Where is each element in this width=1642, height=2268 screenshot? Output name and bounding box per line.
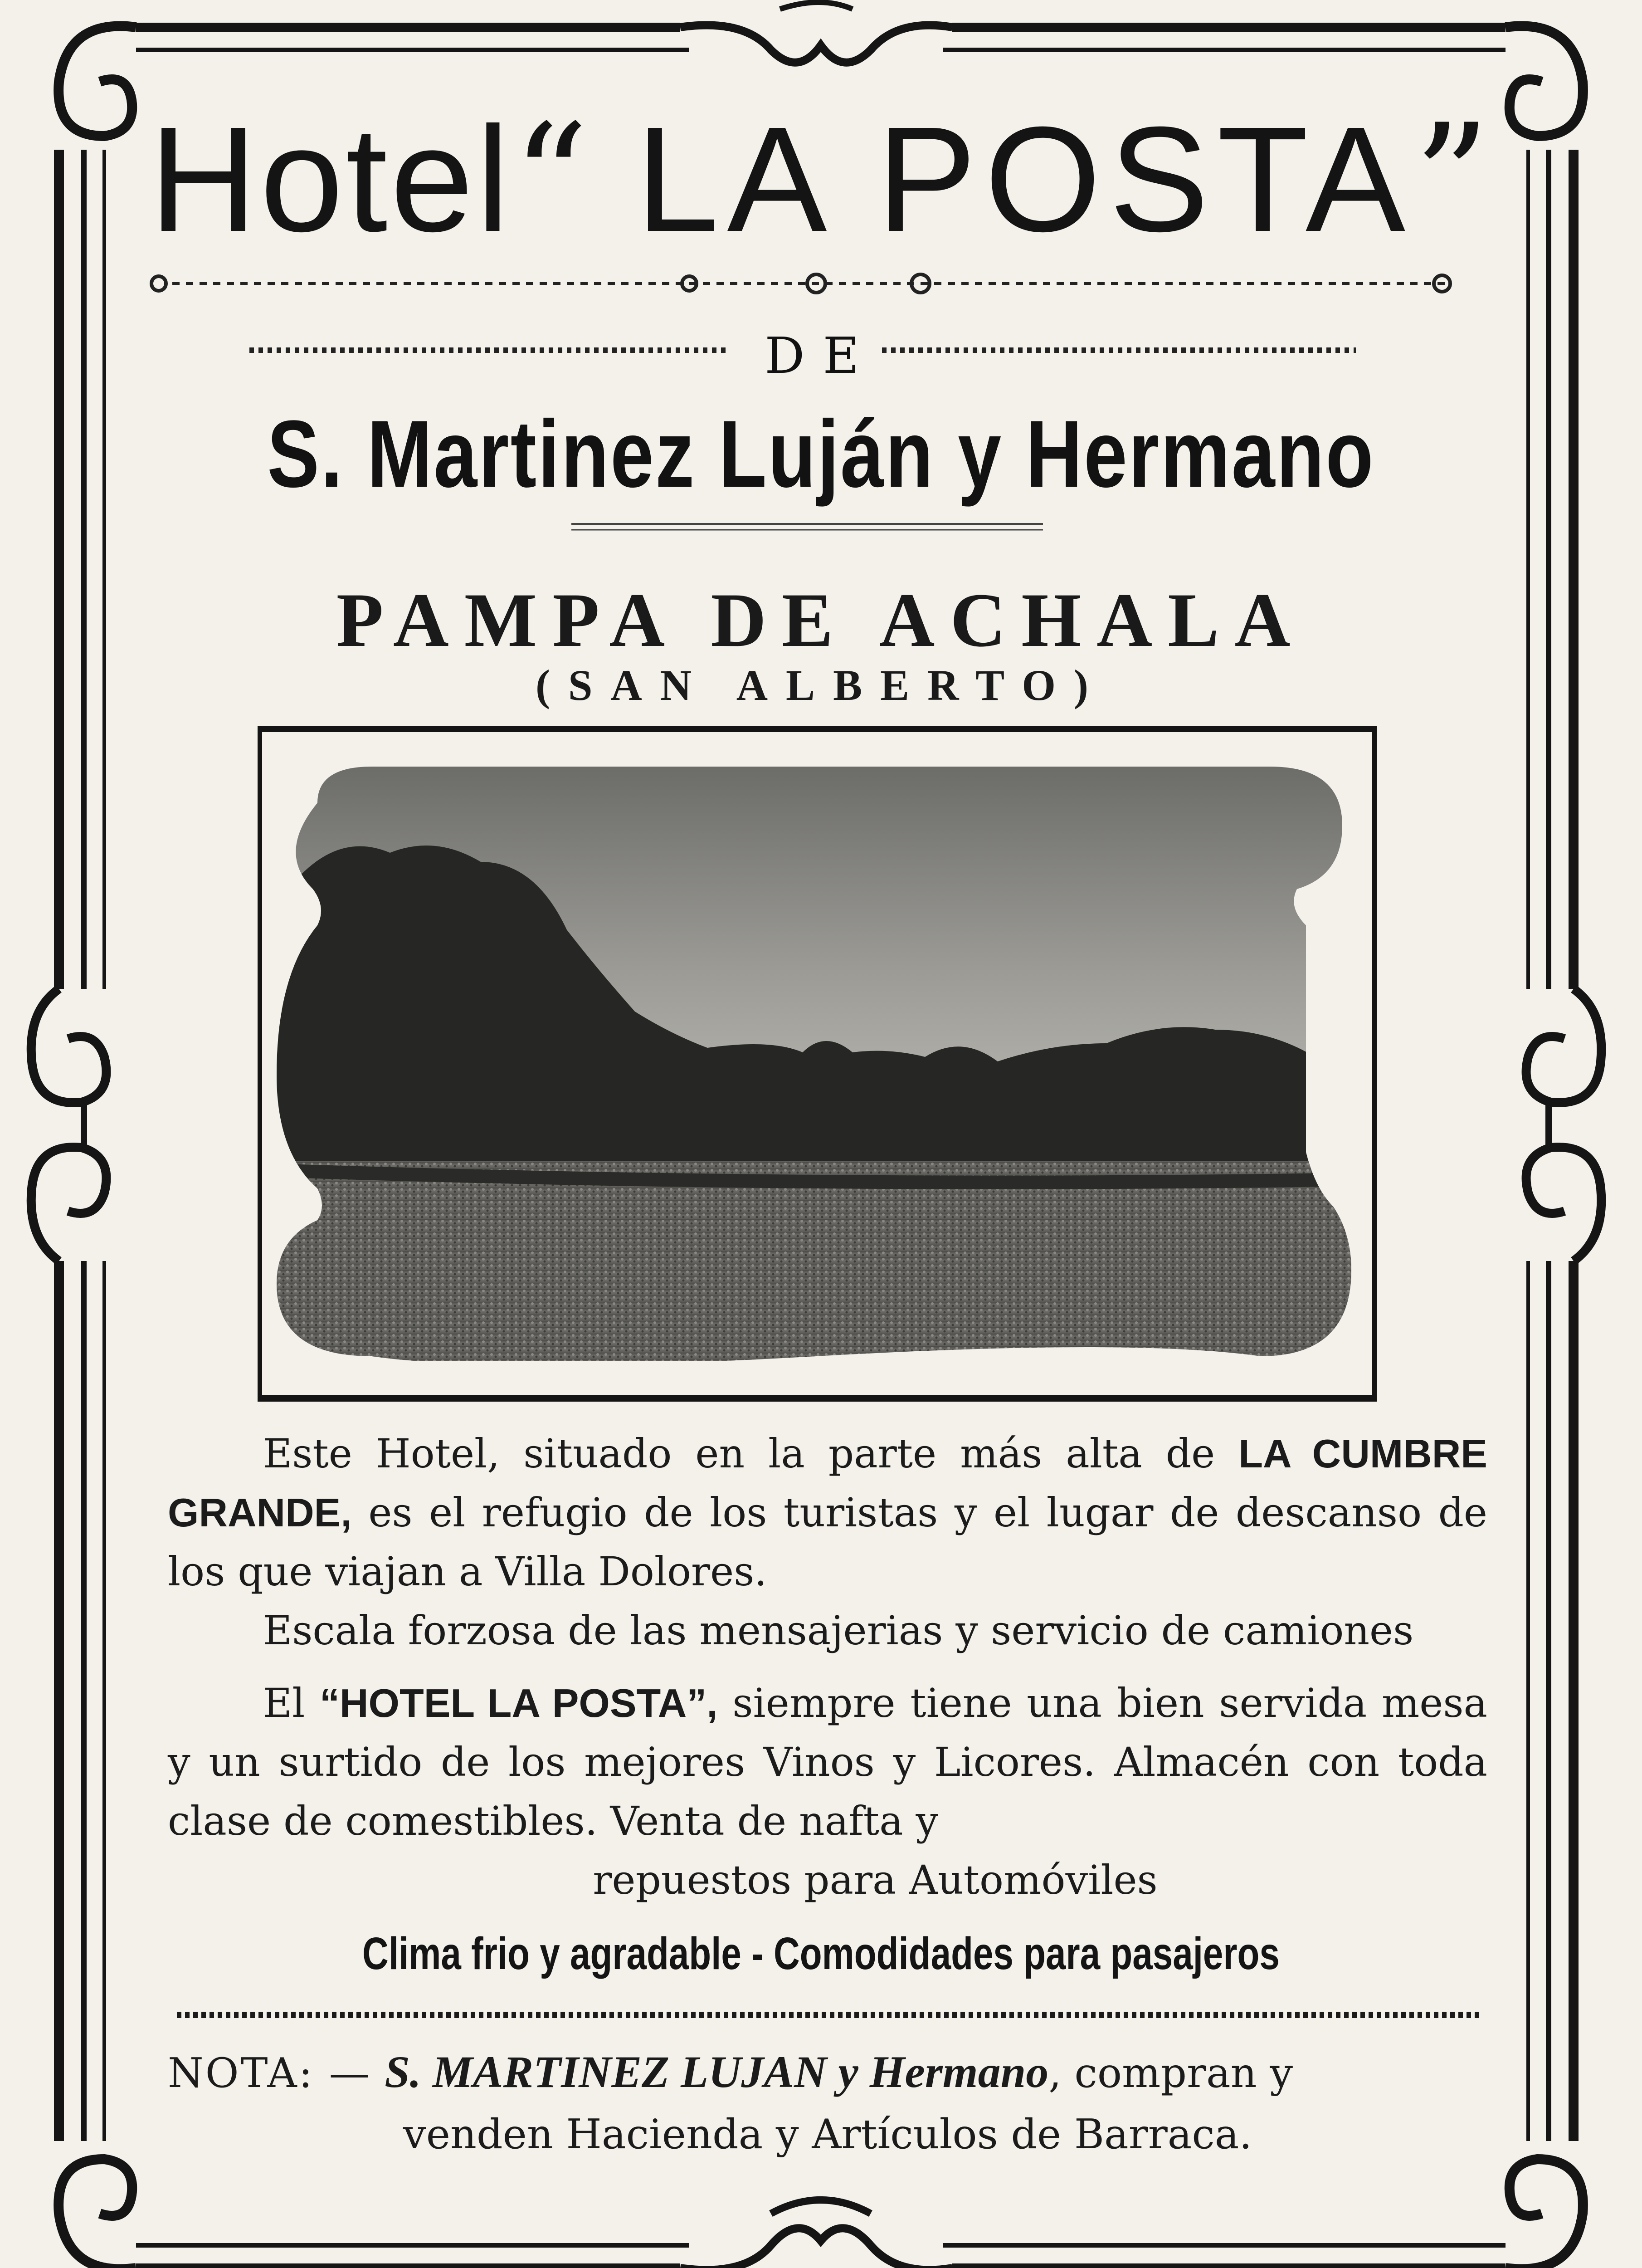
photo-frame xyxy=(258,726,1377,1402)
owner-name: S. Martinez Luján y Hermano xyxy=(267,401,1375,507)
title-close-quote: ” xyxy=(1413,92,1493,266)
title-hotel: Hotel xyxy=(149,95,512,263)
nota-block xyxy=(168,2041,1487,2165)
owner-rule xyxy=(571,524,1043,530)
paragraph1-text-b: es el refugio de los turistas y el lugar de descanso de los que viajan a Villa Dolores. xyxy=(168,1489,1487,1595)
paragraph-location xyxy=(168,1424,1487,1601)
paragraph-services xyxy=(168,1674,1487,1910)
nota-rest: , compran y xyxy=(1048,2049,1293,2097)
paragraph1-bold: LA CUMBRE GRANDE, xyxy=(168,1431,1487,1535)
paragraph3-bold: “HOTEL LA POSTA”, xyxy=(319,1681,718,1725)
paragraph-escala xyxy=(168,1601,1487,1660)
paragraph3-last-line: repuestos para Automóviles xyxy=(593,1857,1158,1903)
de-label: DE xyxy=(765,327,877,385)
frame-bottom xyxy=(58,2159,1583,2268)
nota-bold: S. MARTINEZ LUJAN y Hermano xyxy=(385,2047,1049,2097)
frame-right xyxy=(1526,150,1602,2141)
nota-line2: venden Hacienda y Artículos de Barraca. xyxy=(403,2111,1252,2158)
title-ornament-rule xyxy=(151,274,1451,293)
place-subtitle: (SAN ALBERTO) xyxy=(535,661,1107,709)
title-open-quote: “ xyxy=(512,92,592,266)
clima-line: Clima frio y agradable - Comodidades para pasajeros xyxy=(362,1928,1280,1979)
frame-left xyxy=(31,150,107,2141)
place-name: PAMPA DE ACHALA xyxy=(336,577,1306,663)
paragraph1-text-a: Este Hotel, situado en la parte más alta de xyxy=(263,1430,1239,1477)
title-name: LA POSTA xyxy=(635,95,1414,263)
nota-label: NOTA: — xyxy=(168,2049,372,2097)
paragraph3-text-b: siempre tiene una bien servida mesa y un surtido de los mejores Vinos y Licores. Almacén con toda clase de comestibles. Venta de nafta y xyxy=(168,1680,1487,1844)
paragraph3-text-a: El xyxy=(263,1680,320,1726)
hotel-title xyxy=(0,92,1642,266)
paragraph2-text: Escala forzosa de las mensajerias y servicio de camiones xyxy=(263,1607,1414,1654)
